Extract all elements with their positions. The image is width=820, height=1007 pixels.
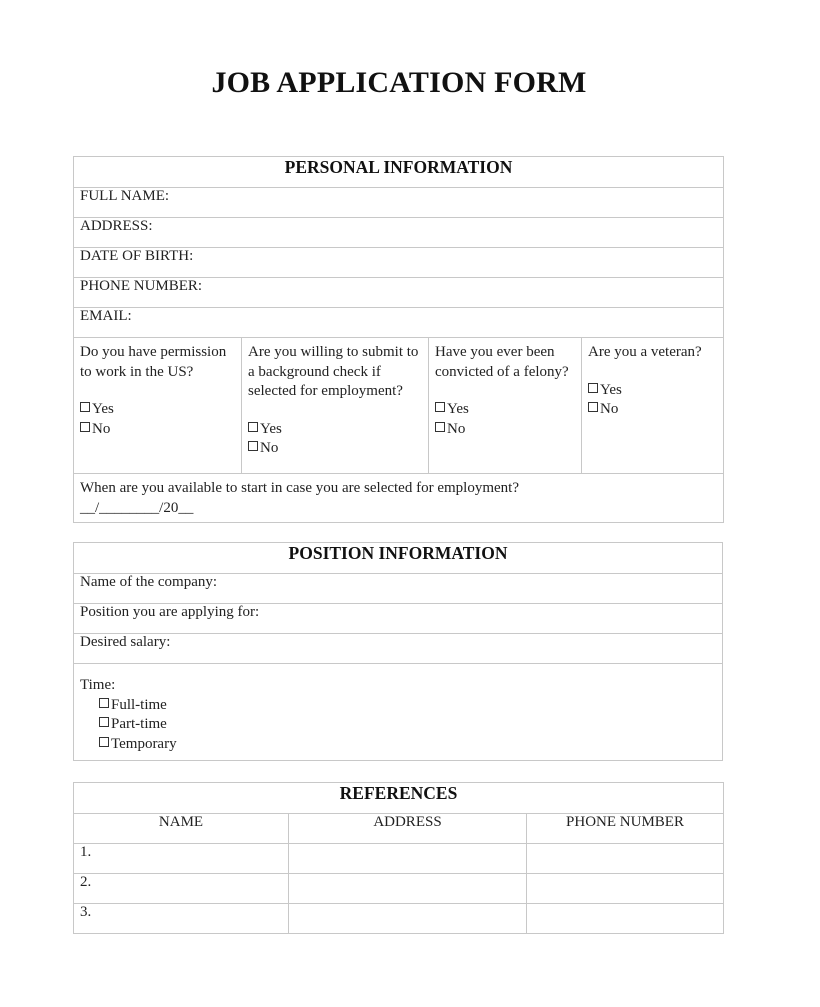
checkbox-icon[interactable] [435,422,445,432]
position-information-table [73,542,723,761]
option-part-time[interactable]: Part-time [80,715,716,735]
reference-phone-cell[interactable] [527,874,724,904]
time-field [74,664,723,761]
column-address: ADDRESS [289,814,527,844]
checkbox-icon[interactable] [99,737,109,747]
availability-field[interactable] [74,474,724,523]
option-yes[interactable]: Yes [435,400,575,420]
reference-address-cell[interactable] [289,874,527,904]
checkbox-icon[interactable] [99,698,109,708]
reference-phone-cell[interactable] [527,904,724,934]
checkbox-icon[interactable] [99,717,109,727]
option-no[interactable]: No [248,439,422,459]
checkbox-icon[interactable] [80,402,90,412]
reference-address-cell[interactable] [289,904,527,934]
form-title: JOB APPLICATION FORM [211,66,587,99]
personal-information-heading: PERSONAL INFORMATION [74,157,724,188]
checkbox-icon[interactable] [80,422,90,432]
desired-salary-field[interactable]: Desired salary: [74,634,723,664]
date-of-birth-field[interactable]: DATE OF BIRTH: [74,248,724,278]
personal-information-table [73,156,724,523]
checkbox-icon[interactable] [435,402,445,412]
question-veteran [582,338,724,474]
checkbox-icon[interactable] [588,402,598,412]
option-no[interactable]: No [435,420,575,440]
option-yes[interactable]: Yes [248,420,422,440]
full-name-field[interactable]: FULL NAME: [74,188,724,218]
questions-row [74,338,724,474]
question-felony [429,338,582,474]
references-table [73,782,724,934]
reference-name-cell[interactable]: 3. [74,904,289,934]
references-column-headers [74,814,724,844]
email-field[interactable]: EMAIL: [74,308,724,338]
question-text: Have you ever been convicted of a felony? [435,344,569,380]
references-heading: REFERENCES [74,783,724,814]
column-name: NAME [74,814,289,844]
question-text: Are you willing to submit to a background check if selected for employment? [248,344,419,399]
table-row [74,904,724,934]
option-yes[interactable]: Yes [588,381,717,401]
reference-phone-cell[interactable] [527,844,724,874]
address-field[interactable]: ADDRESS: [74,218,724,248]
checkbox-icon[interactable] [248,441,258,451]
column-phone-number: PHONE NUMBER [527,814,724,844]
option-no[interactable]: No [80,420,235,440]
availability-question: When are you available to start in case you are selected for employment? [80,480,519,496]
question-work-permission [74,338,242,474]
option-yes[interactable]: Yes [80,400,235,420]
company-name-field[interactable]: Name of the company: [74,574,723,604]
reference-name-cell[interactable]: 2. [74,874,289,904]
time-label: Time: [80,677,116,693]
question-text: Do you have permission to work in the US? [80,344,227,380]
position-field[interactable]: Position you are applying for: [74,604,723,634]
reference-name-cell[interactable]: 1. [74,844,289,874]
checkbox-icon[interactable] [248,422,258,432]
option-full-time[interactable]: Full-time [80,696,716,716]
table-row [74,844,724,874]
section-header [74,157,724,188]
option-temporary[interactable]: Temporary [80,735,716,755]
question-background-check [242,338,429,474]
checkbox-icon[interactable] [588,383,598,393]
question-text: Are you a veteran? [588,344,702,360]
phone-number-field[interactable]: PHONE NUMBER: [74,278,724,308]
position-information-heading: POSITION INFORMATION [74,543,723,574]
table-row [74,874,724,904]
reference-address-cell[interactable] [289,844,527,874]
availability-date-blank[interactable]: __/________/20__ [80,499,194,516]
availability-row [74,474,724,523]
option-no[interactable]: No [588,400,717,420]
